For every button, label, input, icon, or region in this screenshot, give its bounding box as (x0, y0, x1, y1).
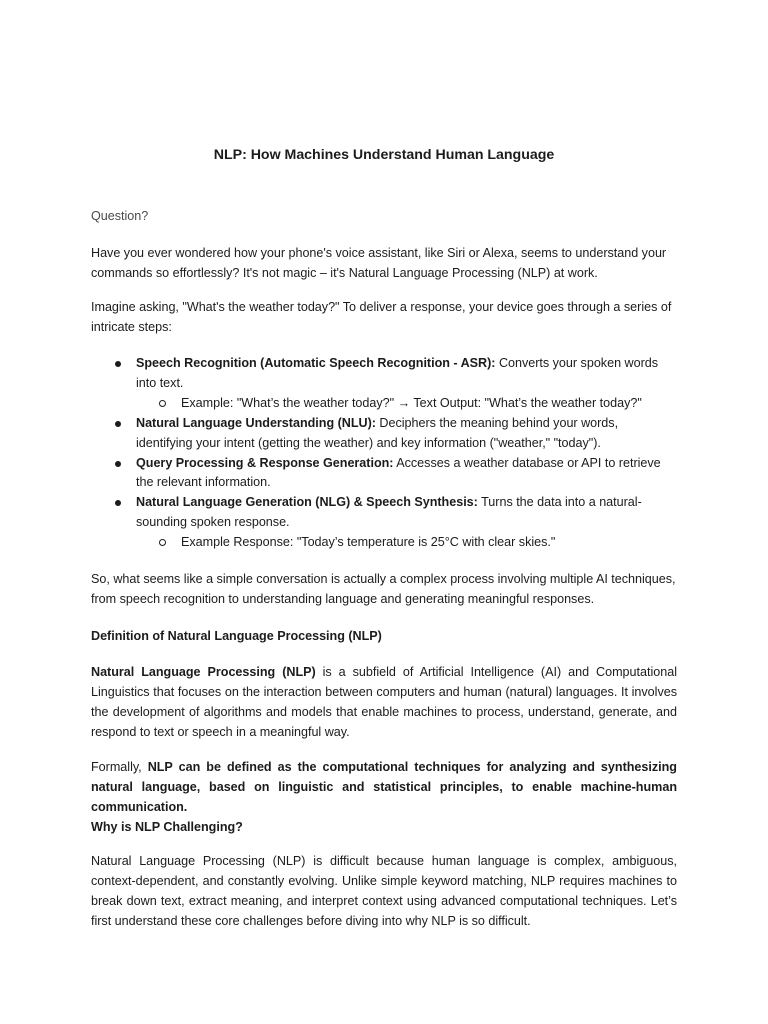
step-description: Accesses a weather database or API to retrieve the relevant information. (136, 455, 661, 490)
intro-paragraph: Have you ever wondered how your phone's voice assistant, like Siri or Alexa, seems to understand your commands so effortlessly? It's not magic – it's Natural Language Processing (NLP) at work. (91, 246, 667, 280)
challenge-heading-text: Why is NLP Challenging? (91, 820, 243, 834)
definition-term: Natural Language Processing (NLP) (91, 665, 316, 679)
step-term: Natural Language Generation (NLG) & Speech Synthesis: (136, 495, 478, 510)
formal-definition-paragraph (91, 758, 677, 818)
challenge-paragraph: Natural Language Processing (NLP) is difficult because human language is complex, ambiguous, context-dependent, and constantly evolving. Unlike simple keyword matching, NLP requires machines to break down text, extract meaning, and interpret context using advanced computational techniques. Let’s first understand these core challenges before diving into why NLP is so difficult. (91, 854, 677, 928)
sub-list-item (91, 394, 677, 414)
definition-heading (91, 627, 677, 647)
list-item (91, 354, 677, 394)
document-page (91, 0, 677, 1024)
step-example: Example Response: "Today’s temperature is 25°C with clear skies." (181, 535, 556, 550)
step-term: Speech Recognition (Automatic Speech Recognition - ASR): (136, 356, 496, 370)
list-item (91, 454, 677, 494)
imagine-paragraph: Imagine asking, "What's the weather today?" To deliver a response, your device goes through a series of intricate steps: (91, 300, 672, 334)
step-description: Converts your spoken words into text. (136, 356, 659, 390)
definition-heading-text: Definition of Natural Language Processing (NLP) (91, 629, 382, 643)
definition-paragraph (91, 663, 677, 743)
formal-definition: NLP can be defined as the computational techniques for analyzing and synthesizing natural language, based on linguistic and statistical principles, to enable machine-human communication. (91, 760, 677, 814)
step-term: Natural Language Understanding (NLU): (136, 415, 376, 430)
summary-paragraph: So, what seems like a simple conversation is actually a complex process involving multiple AI techniques, from speech recognition to understanding language and generating meaningful responses. (91, 572, 676, 606)
step-description: Deciphers the meaning behind your words, identifying your intent (getting the weather) and key information ("weather," "today"). (136, 415, 619, 450)
question-label: Question? (91, 209, 149, 223)
document-title: NLP: How Machines Understand Human Language (213, 147, 555, 163)
challenge-heading (91, 818, 677, 838)
formal-prefix: Formally, (91, 760, 148, 774)
sub-list-item (91, 533, 677, 553)
list-item (91, 493, 677, 533)
step-term: Query Processing & Response Generation: (136, 455, 394, 470)
definition-text: is a subfield of Artificial Intelligence (AI) and Computational Linguistics that focuses on the interaction between computers and human (natural) languages. It involves the development of algorithms and models that enable machines to process, understand, generate, and respond to text or speech in a meaningful way. (91, 665, 677, 739)
step-description: Turns the data into a natural-sounding spoken response. (136, 495, 642, 530)
list-item (91, 414, 677, 454)
step-example: Example: "What’s the weather today?" → Text Output: "What’s the weather today?" (181, 395, 642, 410)
processing-steps-list (91, 354, 677, 553)
